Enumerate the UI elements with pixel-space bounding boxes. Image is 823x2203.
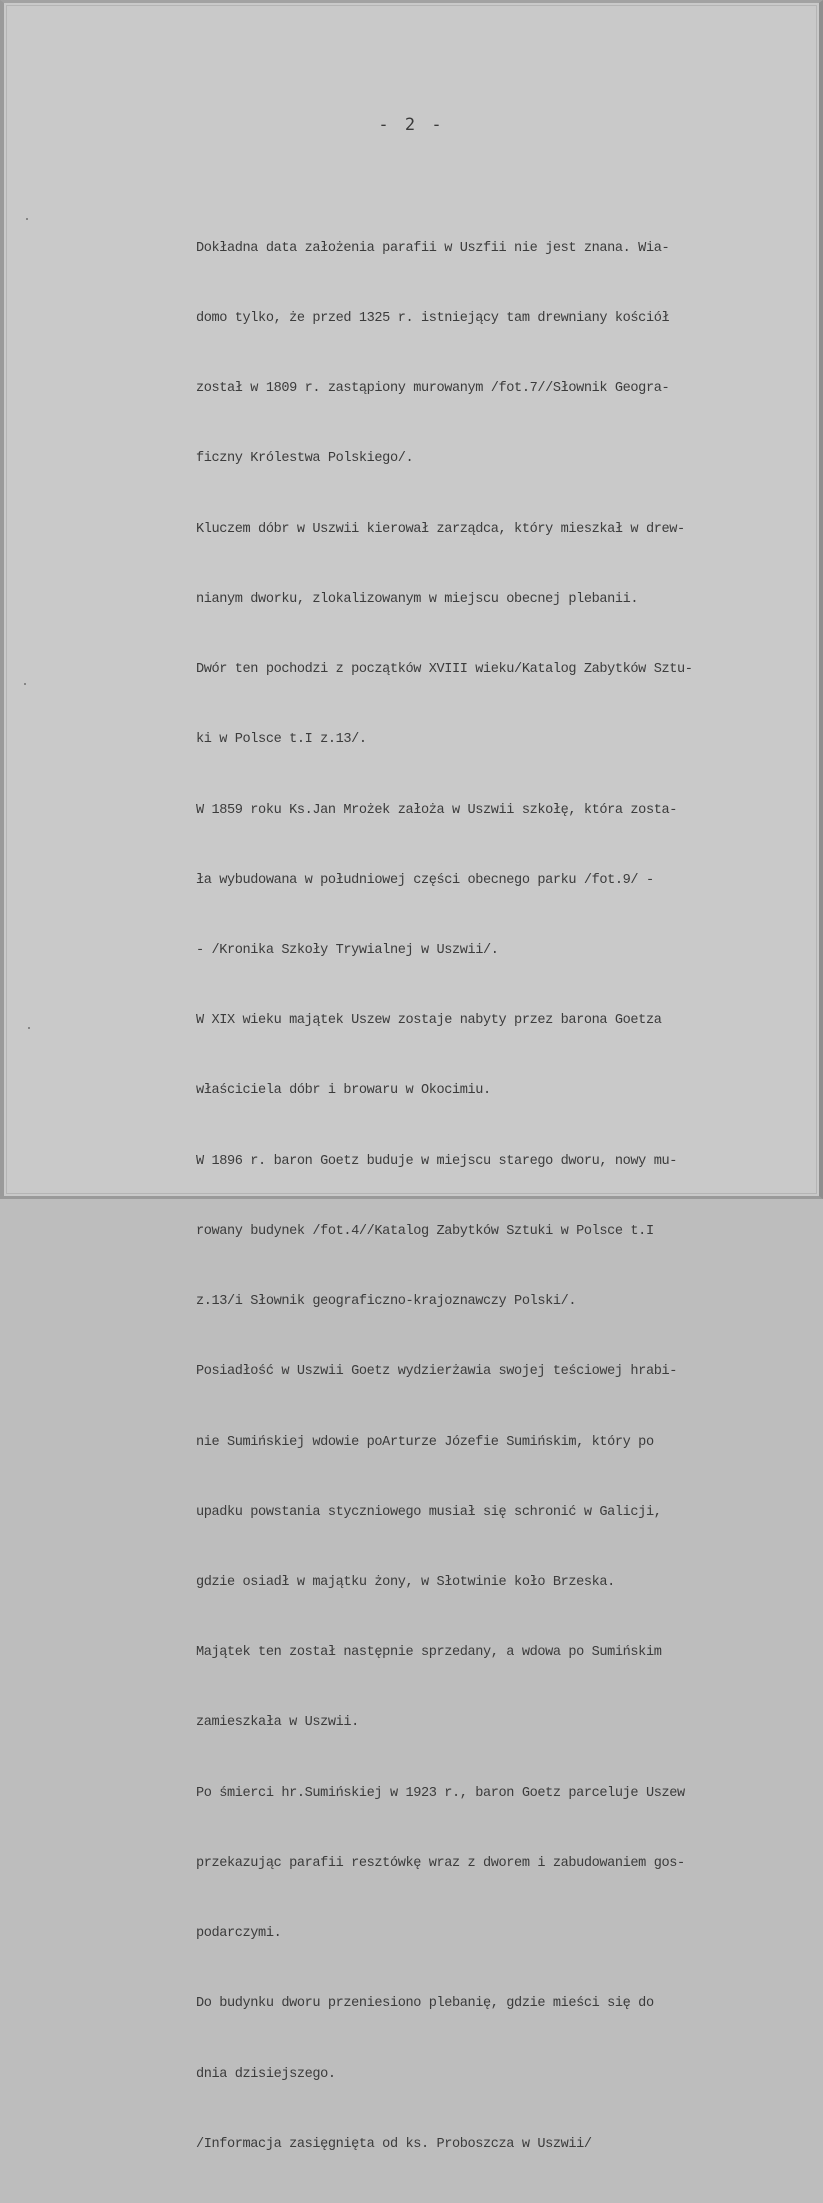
text-line: Posiadłość w Uszwii Goetz wydzierżawia swojej teściowej hrabi-: [196, 1364, 677, 1380]
margin-speck: [26, 218, 28, 220]
text-line: przekazując parafii resztówkę wraz z dworem i zabudowaniem gos-: [196, 1855, 685, 1871]
body-text: [196, 190, 816, 2203]
text-line: Po śmierci hr.Sumińskiej w 1923 r., baron Goetz parceluje Uszew: [196, 1785, 685, 1801]
text-line: podarczymi.: [196, 1926, 282, 1942]
text-line: W 1896 r. baron Goetz buduje w miejscu starego dworu, nowy mu-: [196, 1153, 677, 1169]
text-line: ła wybudowana w południowej części obecnego parku /fot.9/ -: [196, 872, 654, 888]
text-line: nianym dworku, zlokalizowanym w miejscu obecnej plebanii.: [196, 591, 639, 607]
text-line: ki w Polsce t.I z.13/.: [196, 732, 367, 748]
margin-speck: [24, 683, 26, 685]
page-number: - 2 -: [378, 115, 445, 135]
text-line: domo tylko, że przed 1325 r. istniejący tam drewniany kościół: [196, 311, 670, 327]
margin-speck: [28, 1027, 30, 1029]
text-line: rowany budynek /fot.4//Katalog Zabytków Sztuki w Polsce t.I: [196, 1223, 654, 1239]
text-line: Do budynku dworu przeniesiono plebanię, gdzie mieści się do: [196, 1996, 654, 2012]
text-line: W XIX wieku majątek Uszew zostaje nabyty przez barona Goetza: [196, 1013, 662, 1029]
text-line: właściciela dóbr i browaru w Okocimiu.: [196, 1083, 491, 1099]
text-line: upadku powstania styczniowego musiał się schronić w Galicji,: [196, 1504, 662, 1520]
text-line: Dwór ten pochodzi z początków XVIII wieku/Katalog Zabytków Sztu-: [196, 662, 693, 678]
text-line: Kluczem dóbr w Uszwii kierował zarządca, który mieszkał w drew-: [196, 521, 685, 537]
text-line: ficzny Królestwa Polskiego/.: [196, 451, 414, 467]
text-line: z.13/i Słownik geograficzno-krajoznawczy Polski/.: [196, 1294, 577, 1310]
text-line: Dokładna data założenia parafii w Uszfii nie jest znana. Wia-: [196, 240, 670, 256]
text-line: został w 1809 r. zastąpiony murowanym /fot.7//Słownik Geogra-: [196, 381, 670, 397]
text-line: gdzie osiadł w majątku żony, w Słotwinie koło Brzeska.: [196, 1574, 615, 1590]
text-line: W 1859 roku Ks.Jan Mrożek założa w Uszwii szkołę, która zosta-: [196, 802, 677, 818]
text-line: /Informacja zasięgnięta od ks. Proboszcza w Uszwii/: [196, 2136, 592, 2152]
text-line: nie Sumińskiej wdowie poArturze Józefie Sumińskim, który po: [196, 1434, 654, 1450]
text-line: Majątek ten został następnie sprzedany, a wdowa po Sumińskim: [196, 1645, 662, 1661]
text-line: - /Kronika Szkoły Trywialnej w Uszwii/.: [196, 943, 499, 958]
text-line: dnia dzisiejszego.: [196, 2066, 336, 2082]
text-line: zamieszkała w Uszwii.: [196, 1715, 359, 1731]
